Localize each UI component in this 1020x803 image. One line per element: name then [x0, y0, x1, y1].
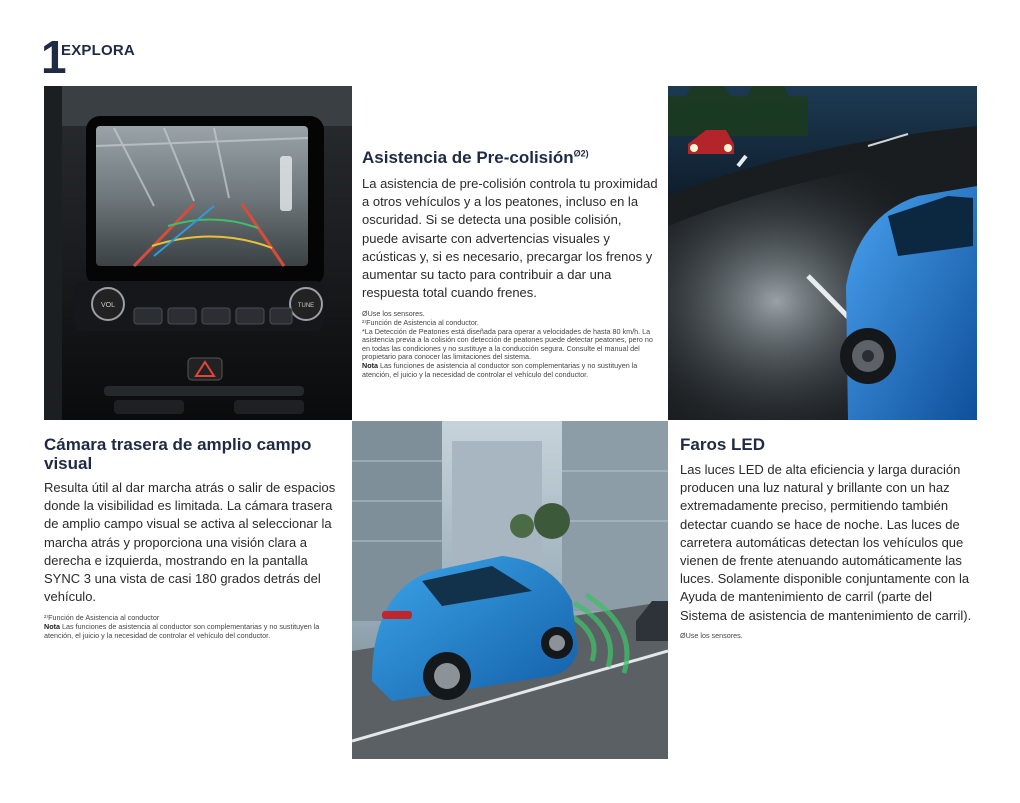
precollision-section — [362, 148, 660, 379]
precollision-note-sensors: ØUse los sensores. — [362, 309, 425, 319]
section-title: EXPLORA — [61, 42, 135, 59]
rear-camera-section — [44, 435, 340, 640]
precollision-title: Asistencia de Pre-colisión$^{Ø2)}$ — [362, 148, 589, 167]
city-car-sensors-image — [352, 421, 668, 759]
led-headlights-body: Las luces LED de alta eficiencia y larga duración producen una luz natural y brillante con un haz extremadamente preciso, permitiendo también detectar cuando se hace de noche. Las luces de carretera automáticas detectan los vehículos que vienen de frente atenuando automáticamente las luces. Solamente disponible conjuntamente con la Ayuda de mantenimiento de carril (parte del Sistema de asistencia de mantenimiento de carril). — [680, 462, 972, 623]
rear-camera-body: Resulta útil al dar marcha atrás o salir de espacios donde la visibilidad es limitada. La cámara trasera de amplio campo visual se activa al seleccionar la marcha atrás y proporciona una visión clara a derecha e izquierda, mostrando en la pantalla SYNC 3 una vista de casi 180 grados detrás del vehículo. — [44, 480, 336, 605]
rear-camera-title: Cámara trasera de amplio campo visual — [44, 435, 312, 474]
led-headlights-night-image — [668, 86, 977, 420]
led-headlights-section — [680, 435, 978, 640]
rear-camera-note-assist: ²⁾Función de Asistencia al conductor — [44, 613, 160, 623]
vol-knob-label: VOL — [100, 302, 116, 309]
rear-camera-dashboard-image — [44, 86, 352, 420]
tune-knob-label: TUNE — [297, 303, 315, 309]
rear-camera-note-disclaimer: Nota Las funciones de asistencia al conductor son complementarias y no sustituyen la atención, el juicio y la necesidad de controlar el vehículo del conductor. — [44, 622, 320, 640]
led-headlights-title: Faros LED — [680, 435, 766, 454]
precollision-note-disclaimer: Nota Las funciones de asistencia al conductor son complementarias y no sustituyen la atención, el juicio y la necesidad de controlar el vehículo del conductor. — [362, 361, 638, 379]
precollision-title-sup: Ø2) — [573, 148, 589, 159]
precollision-note-pedestrian: *La Detección de Peatones está diseñada para operar a velocidades de hasta 80 km/h. La asistencia previa a la colisión con detección de peatones puede detectar peatones, pero no en todas las condiciones y no sustituye a la conducción segura. Consulte el manual del propietario para conocer las limitaciones del sistema. — [362, 326, 653, 362]
led-headlights-note-sensors: ØUse los sensores. — [680, 630, 743, 640]
precollision-note-assist: ²⁾Función de Asistencia al conductor. — [362, 318, 479, 328]
section-number: 1 — [41, 31, 67, 83]
precollision-body: La asistencia de pre-colisión controla tu proximidad a otros vehículos y a los peatones, incluso en la oscuridad. Si se detecta una posible colisión, puede avisarte con advertencias visuales y acústicas y, si es necesario, precargar los frenos y aumentar su tacto para contribuir a dar una respuesta total cuando frenes. — [362, 176, 658, 301]
